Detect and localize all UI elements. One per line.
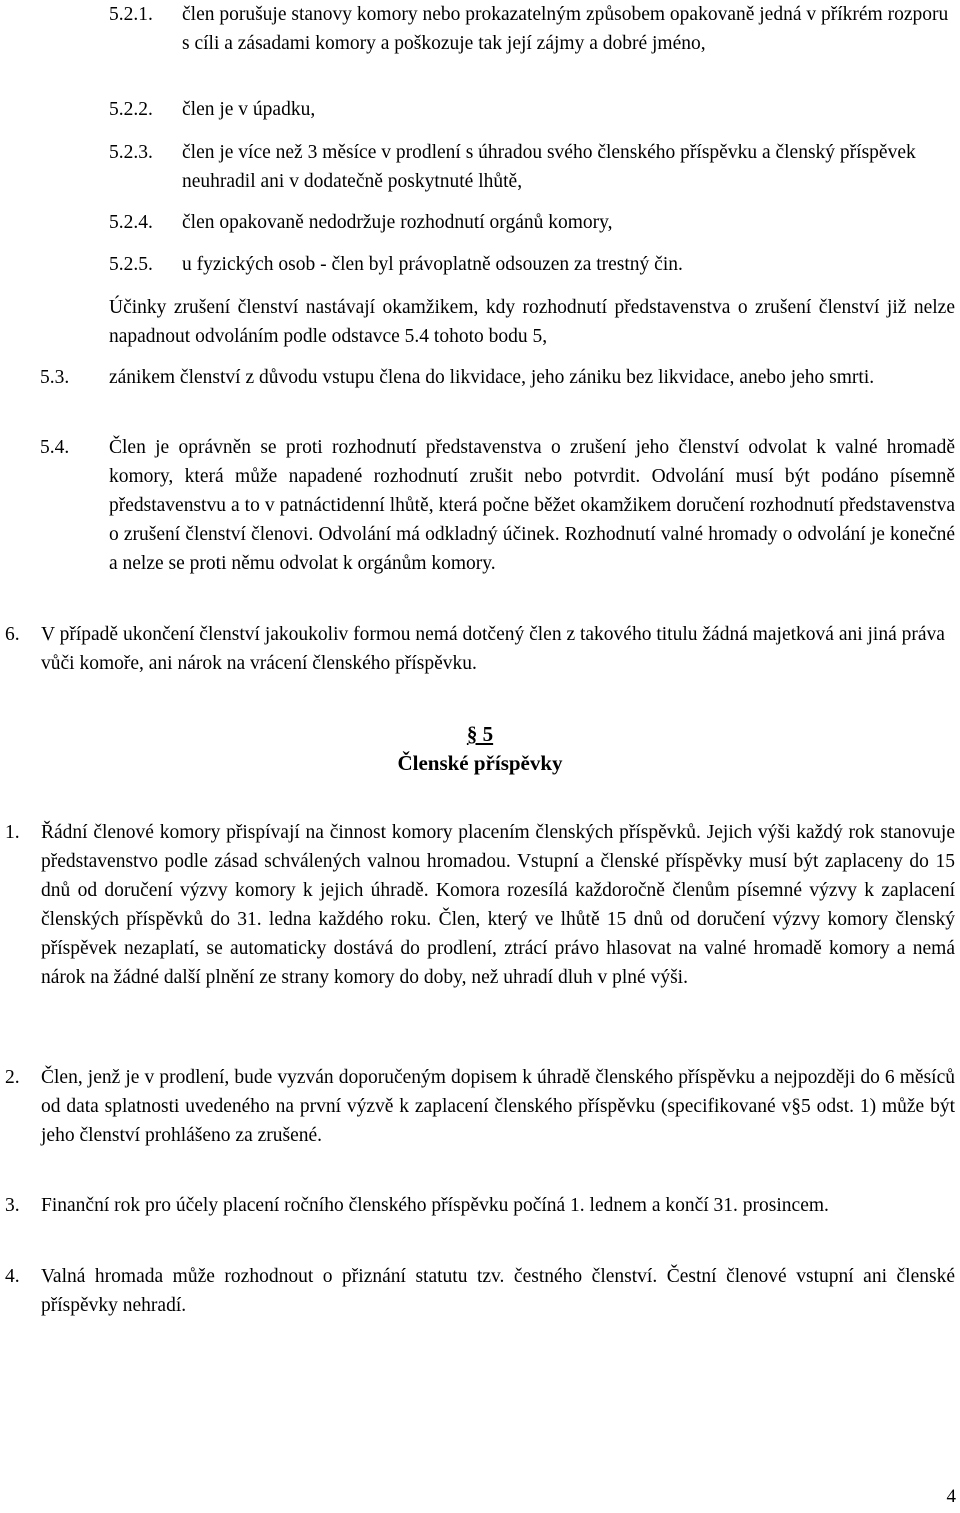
- paragraph: [109, 293, 955, 351]
- list-item: [5, 1191, 955, 1220]
- section-number: § 5: [466, 722, 494, 746]
- list-item: [40, 363, 955, 392]
- item-number: 3.: [5, 1195, 20, 1216]
- item-text: Valná hromada může rozhodnout o přiznání statutu tzv. čestného členství. Čestní členové vstupní ani členské příspěvky nehradí.: [41, 1266, 955, 1316]
- item-text: V případě ukončení členství jakoukoliv formou nemá dotčený člen z takového titulu žádná majetková ani jiná práva vůči komoře, ani nárok na vrácení členského příspěvku.: [41, 624, 945, 674]
- item-text: zánikem členství z důvodu vstupu člena do likvidace, jeho zániku bez likvidace, anebo jeho smrti.: [109, 367, 875, 388]
- item-number: 5.2.4.: [109, 212, 153, 233]
- paragraph-text: Účinky zrušení členství nastávají okamžikem, kdy rozhodnutí představenstva o zrušení členství již nelze napadnout odvoláním podle odstavce 5.4 tohoto bodu 5,: [109, 297, 955, 347]
- item-number: 5.2.2.: [109, 99, 153, 120]
- list-item: [109, 0, 955, 58]
- list-item: [109, 138, 955, 196]
- item-text: Řádní členové komory přispívají na činnost komory placením členských příspěvků. Jejich výši každý rok stanovuje představenstvo podle zásad schválených valnou hromadou. Vstupní a členské příspěvky musí být zaplaceny do 15 dnů od doručení výzvy komory k jejich úhradě. Komora rozesílá každoročně členům písemné výzvy k zaplacení členských příspěvků do 31. ledna každého roku. Člen, který ve lhůtě 15 dnů od doručení výzvy komory členský příspěvek nezaplatí, se automaticky dostává do prodlení, ztrácí právo hlasovat na valné hromadě komory a nemá nárok na žádné další plnění ze strany komory do doby, než uhradí dluh v plné výši.: [41, 822, 955, 988]
- item-text: Člen, jenž je v prodlení, bude vyzván doporučeným dopisem k úhradě členského příspěvku a nejpozději do 6 měsíců od data splatnosti uvedeného na první výzvě k zaplacení členského příspěvku (specifikované v§5 odst. 1) může být jeho členství prohlášeno za zrušené.: [41, 1067, 955, 1146]
- item-number: 5.2.3.: [109, 142, 153, 163]
- item-number: 5.2.1.: [109, 4, 153, 25]
- list-item: [5, 1063, 955, 1150]
- list-item: [5, 620, 955, 678]
- item-number: 2.: [5, 1067, 20, 1088]
- item-text: Člen je oprávněn se proti rozhodnutí představenstva o zrušení jeho členství odvolat k valné hromadě komory, která může napadené rozhodnutí zrušit nebo potvrdit. Odvolání musí být podáno písemně představenstvu a to v patnáctidenní lhůtě, která počne běžet okamžikem doručení rozhodnutí představenstva o zrušení členství členovi. Odvolání má odkladný účinek. Rozhodnutí valné hromady o odvolání je konečné a nelze se proti němu odvolat k orgánům komory.: [109, 437, 955, 574]
- page-number: 4: [946, 1486, 956, 1507]
- item-text: člen opakovaně nedodržuje rozhodnutí orgánů komory,: [182, 212, 613, 233]
- list-item: [109, 250, 955, 279]
- item-number: 4.: [5, 1266, 20, 1287]
- item-text: Finanční rok pro účely placení ročního členského příspěvku počíná 1. lednem a končí 31. prosincem.: [41, 1195, 829, 1216]
- item-number: 5.2.5.: [109, 254, 153, 275]
- list-item: [109, 95, 955, 124]
- section-title: Členské příspěvky: [397, 751, 563, 775]
- item-text: u fyzických osob - člen byl právoplatně odsouzen za trestný čin.: [182, 254, 683, 275]
- item-text: člen porušuje stanovy komory nebo prokazatelným způsobem opakovaně jedná v příkrém rozporu s cíli a zásadami komory a poškozuje tak její zájmy a dobré jméno,: [182, 4, 949, 54]
- item-number: 1.: [5, 822, 20, 843]
- item-text: člen je v úpadku,: [182, 99, 316, 120]
- list-item: [5, 818, 955, 992]
- list-item: [5, 1262, 955, 1320]
- list-item: [109, 208, 955, 237]
- item-number: 6.: [5, 624, 20, 645]
- item-number: 5.3.: [40, 367, 70, 388]
- item-text: člen je více než 3 měsíce v prodlení s úhradou svého členského příspěvku a členský příspěvek neuhradil ani v dodatečně poskytnuté lhůtě,: [182, 142, 916, 192]
- item-number: 5.4.: [40, 437, 70, 458]
- list-item: [40, 433, 955, 578]
